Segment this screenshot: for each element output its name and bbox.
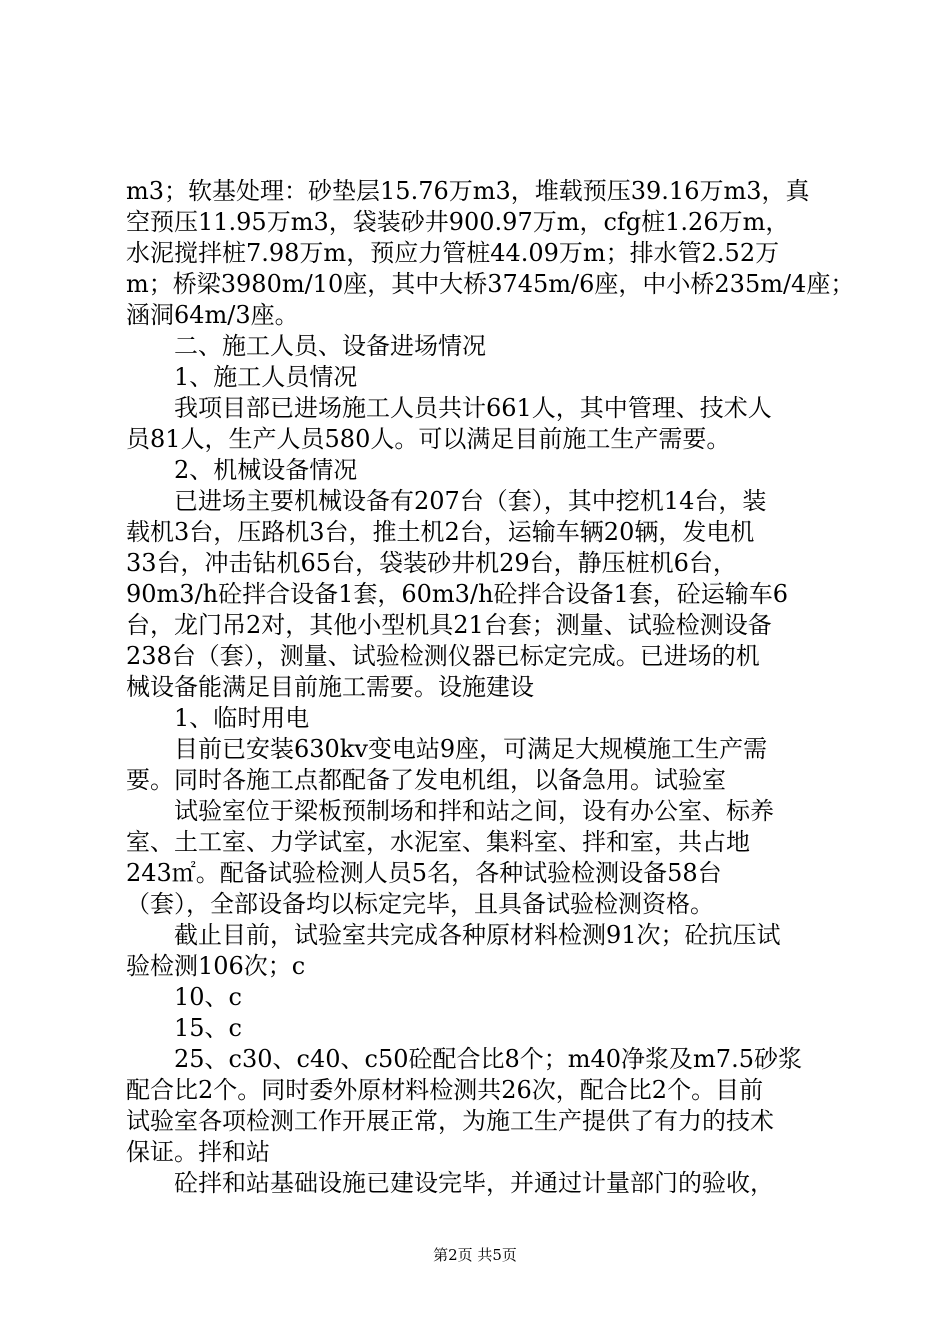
- text-line: 配合比2个。同时委外原材料检测共26次，配合比2个。目前: [126, 1076, 764, 1104]
- text-line: 33台，冲击钻机65台，袋装砂井机29台，静压桩机6台，: [126, 549, 737, 577]
- text-line: 要。同时各施工点都配备了发电机组，以备急用。试验室: [126, 766, 726, 794]
- text-line: 我项目部已进场施工人员共计661人，其中管理、技术人: [174, 394, 772, 422]
- text-line: 已进场主要机械设备有207台（套），其中挖机14台，装: [174, 487, 767, 515]
- text-line: 保证。拌和站: [126, 1138, 270, 1166]
- text-line: 砼拌和站基础设施已建设完毕，并通过计量部门的验收，: [174, 1169, 774, 1197]
- subsection-heading: 1、施工人员情况: [174, 363, 358, 391]
- text-line: 25、c30、c40、c50砼配合比8个；m40净浆及m7.5砂浆: [174, 1045, 802, 1073]
- text-line: 载机3台，压路机3台，推土机2台，运输车辆20辆，发电机: [126, 518, 755, 546]
- subsection-heading: 1、临时用电: [174, 704, 310, 732]
- text-line: m；桥梁3980m/10座，其中大桥3745m/6座，中小桥235m/4座；: [126, 270, 855, 298]
- subsection-heading: 2、机械设备情况: [174, 456, 358, 484]
- text-line: 243㎡。配备试验检测人员5名，各种试验检测设备58台: [126, 859, 722, 887]
- text-line: 15、c: [174, 1014, 242, 1042]
- text-line: 截止目前，试验室共完成各种原材料检测91次；砼抗压试: [174, 921, 781, 949]
- text-line: 目前已安装630kv变电站9座，可满足大规模施工生产需: [174, 735, 768, 763]
- text-line: m3；软基处理：砂垫层15.76万m3，堆载预压39.16万m3，真: [126, 177, 810, 205]
- text-line: 10、c: [174, 983, 242, 1011]
- text-line: 台，龙门吊2对，其他小型机具21台套；测量、试验检测设备: [126, 611, 772, 639]
- text-line: 员81人，生产人员580人。可以满足目前施工生产需要。: [126, 425, 731, 453]
- text-line: 空预压11.95万m3，袋装砂井900.97万m，cfg桩1.26万m，: [126, 208, 790, 236]
- text-line: 室、土工室、力学试室，水泥室、集料室、拌和室，共占地: [126, 828, 750, 856]
- text-line: （套），全部设备均以标定完毕，且具备试验检测资格。: [126, 890, 714, 918]
- text-line: 水泥搅拌桩7.98万m，预应力管桩44.09万m；排水管2.52万: [126, 239, 780, 267]
- text-line: 验检测106次；c: [126, 952, 306, 980]
- text-line: 试验室各项检测工作开展正常，为施工生产提供了有力的技术: [126, 1107, 774, 1135]
- text-line: 238台（套），测量、试验检测仪器已标定完成。已进场的机: [126, 642, 760, 670]
- section-heading: 二、施工人员、设备进场情况: [174, 332, 486, 360]
- text-line: 90m3/h砼拌合设备1套，60m3/h砼拌合设备1套，砼运输车6: [126, 580, 789, 608]
- text-line: 械设备能满足目前施工需要。设施建设: [126, 673, 534, 701]
- page-number-footer: 第2页 共5页: [433, 1246, 517, 1264]
- text-line: 涵洞64m/3座。: [126, 301, 299, 329]
- text-line: 试验室位于梁板预制场和拌和站之间，设有办公室、标养: [174, 797, 774, 825]
